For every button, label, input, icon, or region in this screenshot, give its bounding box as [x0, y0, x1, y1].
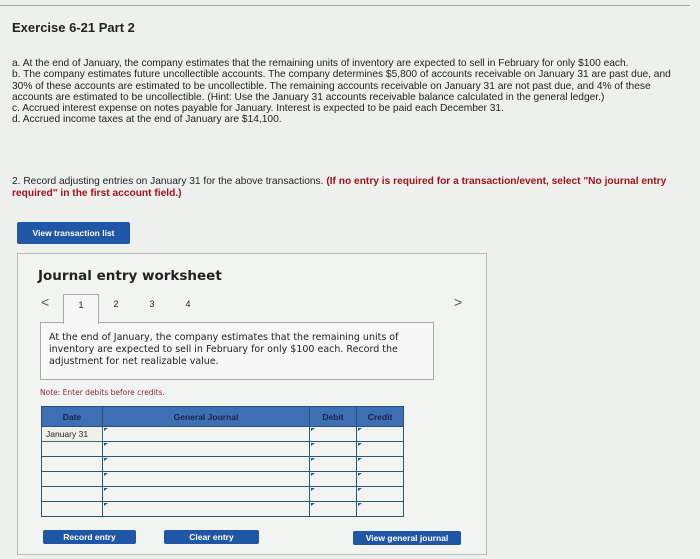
debit-input[interactable] [310, 442, 357, 457]
account-input[interactable] [103, 442, 310, 457]
divider [0, 5, 690, 6]
account-input[interactable] [103, 487, 310, 502]
col-debit: Debit [310, 407, 357, 427]
item-a: a. At the end of January, the company estimates that the remaining units of inventory are expected to sell in February for only $100 each. [12, 58, 629, 69]
prev-arrow-icon[interactable]: < [41, 294, 50, 310]
table-row [42, 487, 404, 502]
debit-input[interactable] [310, 487, 357, 502]
table-row [42, 427, 404, 442]
credit-input[interactable] [357, 472, 404, 487]
item-c: c. Accrued interest expense on notes payable for January. Interest is expected to be paid each December 31. [12, 103, 504, 115]
tab-4[interactable]: 4 [185, 299, 191, 309]
journal-entry-worksheet [17, 253, 487, 555]
credit-input[interactable] [357, 487, 404, 502]
tab-1[interactable]: 1 [63, 294, 99, 324]
requirement [12, 176, 684, 199]
date-cell[interactable] [42, 442, 103, 457]
date-cell[interactable] [42, 502, 103, 517]
credit-input[interactable] [357, 457, 404, 472]
credit-input[interactable] [357, 427, 404, 442]
account-input[interactable] [103, 427, 310, 442]
credit-input[interactable] [357, 442, 404, 457]
record-entry-button[interactable]: Record entry [43, 530, 136, 544]
date-cell: January 31 [42, 427, 103, 442]
entry-description: At the end of January, the company estimates that the remaining units of inventory are expected to sell in February for only $100 each. Record the adjustment for net realizable value. [40, 322, 434, 380]
requirement-instruction: (If no entry is required for a transaction/event, select "No journal entry required" in the first account field.) [12, 176, 667, 199]
requirement-text: 2. Record adjusting entries on January 31 for the above transactions. [12, 176, 327, 187]
table-row [42, 472, 404, 487]
table-row [42, 442, 404, 457]
view-transaction-list-button[interactable]: View transaction list [17, 222, 130, 244]
page-title: Exercise 6-21 Part 2 [12, 20, 135, 35]
worksheet-title: Journal entry worksheet [38, 268, 222, 284]
col-credit: Credit [357, 407, 404, 427]
date-cell[interactable] [42, 457, 103, 472]
next-arrow-icon[interactable]: > [454, 294, 463, 310]
debit-input[interactable] [310, 502, 357, 517]
item-d: d. Accrued income taxes at the end of January are $14,100. [12, 114, 282, 126]
date-cell[interactable] [42, 472, 103, 487]
account-input[interactable] [103, 502, 310, 517]
journal-table [41, 406, 404, 517]
account-input[interactable] [103, 457, 310, 472]
tab-3[interactable]: 3 [149, 299, 155, 309]
debit-input[interactable] [310, 472, 357, 487]
debit-input[interactable] [310, 427, 357, 442]
date-cell[interactable] [42, 487, 103, 502]
credit-input[interactable] [357, 502, 404, 517]
col-general-journal: General Journal [103, 407, 310, 427]
item-b: b. The company estimates future uncollectible accounts. The company determines $5,800 of accounts receivable on January 31 are past due, and 30% of these accounts are estimated to be uncollectible. The remaining accounts receivable on January 31 are not past due, and 4% of these accounts are estimated to be uncollectible. (Hint: Use the January 31 accounts receivable balance calculated in the general ledger.) [12, 69, 671, 103]
account-input[interactable] [103, 472, 310, 487]
table-row [42, 502, 404, 517]
clear-entry-button[interactable]: Clear entry [164, 530, 259, 544]
problem-text [12, 58, 684, 126]
debit-input[interactable] [310, 457, 357, 472]
view-general-journal-button[interactable]: View general journal [353, 531, 461, 545]
table-row [42, 457, 404, 472]
col-date: Date [42, 407, 103, 427]
tab-2[interactable]: 2 [113, 299, 119, 309]
note: Note: Enter debits before credits. [40, 388, 165, 397]
